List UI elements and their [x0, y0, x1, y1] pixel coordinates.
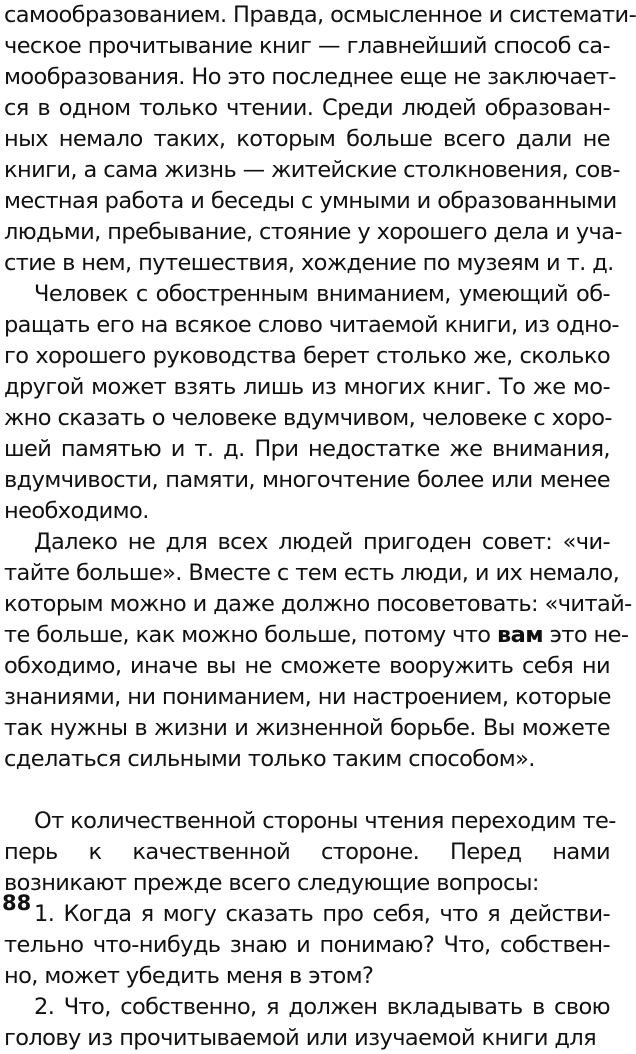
text-line: но, может убедить меня в этом? — [4, 963, 374, 989]
text-line: ращать его на всякое слово читаемой книги, из одно- — [4, 312, 619, 338]
paragraph — [4, 899, 610, 992]
text-line: другой может взять лишь из многих книг. То же мо- — [4, 374, 610, 400]
text-line: Человек с обостренным вниманием, умеющий об- — [34, 281, 610, 307]
text-line: так нужны в жизни и жизненной борьбе. Вы можете — [4, 715, 610, 741]
text-line: 1. Когда я могу сказать про себя, что я действи- — [34, 901, 610, 927]
text-line: людьми, пребывание, стояние у хорошего дела и уча- — [4, 219, 622, 245]
text-line: книги, а сама жизнь — житейские столкновения, сов- — [4, 157, 620, 183]
text-line: которым можно и даже должно посоветовать: «читай- — [4, 591, 632, 617]
text-line: ся в одном только чтении. Среди людей образован- — [4, 95, 610, 121]
text-line: шей памятью и т. д. При недостатке же внимания, — [4, 436, 610, 462]
text-line: обходимо, иначе вы не сможете вооружить себя ни — [4, 653, 610, 679]
paragraph — [4, 527, 632, 775]
page-number: 88 — [2, 891, 32, 915]
text-line: ческое прочитывание книг — главнейший способ са- — [4, 33, 610, 59]
section-gap — [4, 775, 610, 806]
text-line: самообразованием. Правда, осмысленное и системати- — [4, 2, 636, 28]
text-line: ных немало таких, которым больше всего дали не — [4, 126, 610, 152]
text-line: тайте больше». Вместе с тем есть люди, и их немало, — [4, 560, 620, 586]
text-line: Далеко не для всех людей пригоден совет: «чи- — [34, 529, 610, 555]
body-text — [4, 0, 636, 1054]
emphasis-spaced: качественной стороне — [132, 839, 413, 865]
text-line: вдумчивости, памяти, многочтение более или менее — [4, 467, 610, 493]
text-line: те больше, как можно больше, потому что вам это не- — [4, 622, 629, 648]
emphasis-bold: вам — [497, 622, 544, 648]
paragraph — [4, 279, 619, 527]
text-line: мообразования. Но это последнее еще не заключает- — [4, 64, 616, 90]
text-line: От количественной стороны чтения переходим те- — [34, 808, 616, 834]
text-line: перь к качественной стороне. Перед нами — [4, 839, 610, 865]
text-line: сделаться сильными только таким способом». — [4, 746, 535, 772]
paragraph — [4, 806, 616, 899]
text-line: 2. Что, собственно, я должен вкладывать в свою — [34, 994, 610, 1020]
text-line: местная работа и беседы с умными и образованными — [4, 188, 617, 214]
paragraph — [4, 0, 636, 279]
text-line: необходимо. — [4, 498, 149, 524]
text-line: возникают прежде всего следующие вопросы: — [4, 870, 539, 896]
text-line: голову из прочитываемой или изучаемой книги для — [4, 1025, 597, 1051]
text-line: го хорошего руководства берет столько же, сколько — [4, 343, 610, 369]
text-line: жно сказать о человеке вдумчивом, человеке с хоро- — [4, 405, 612, 431]
paragraph — [4, 992, 610, 1054]
text-line: стие в нем, путешествия, хождение по музеям и т. д. — [4, 250, 614, 276]
text-line: тельно что-нибудь знаю и понимаю? Что, собствен- — [4, 932, 610, 958]
text-line: знаниями, ни пониманием, ни настроением, которые — [4, 684, 611, 710]
